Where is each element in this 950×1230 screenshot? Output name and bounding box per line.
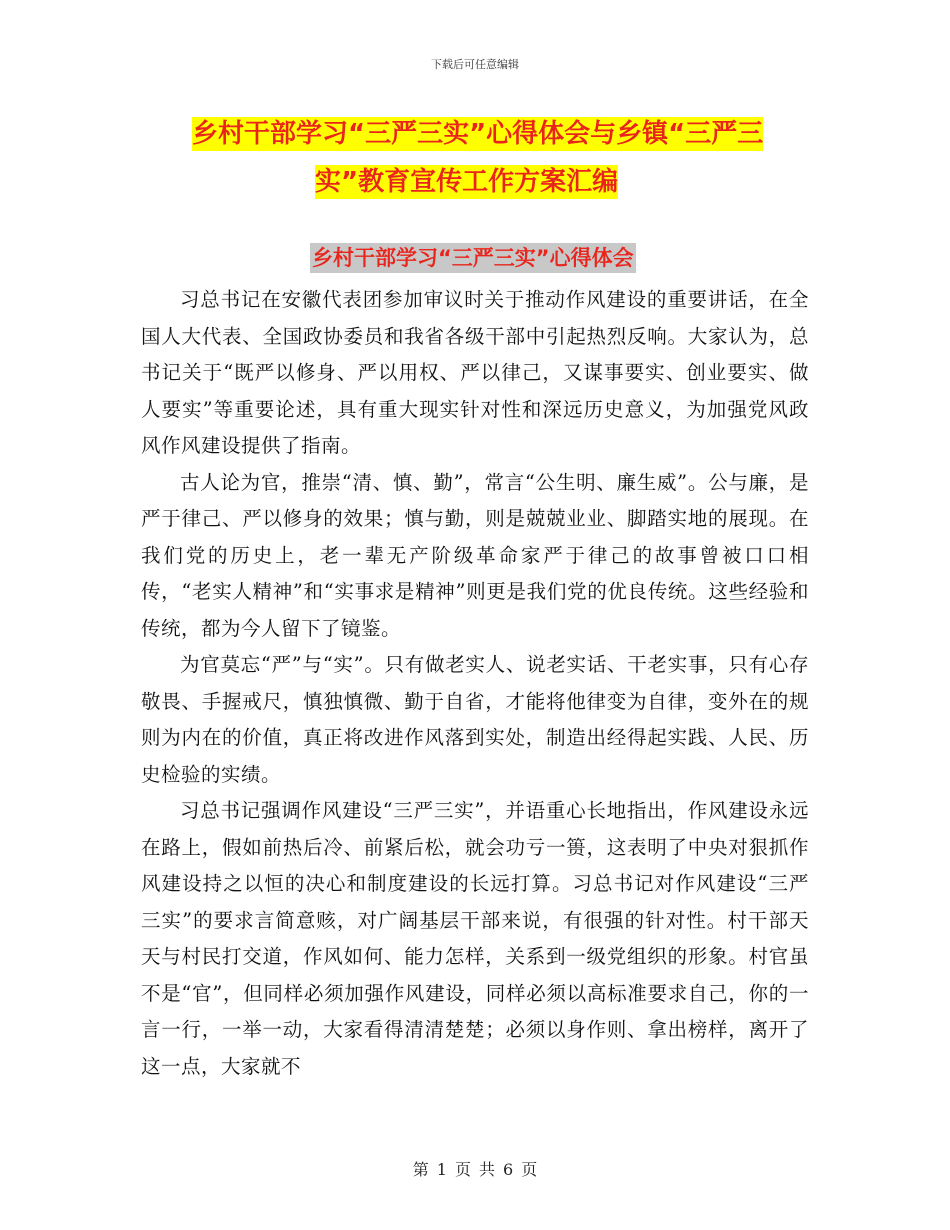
- paragraph: 为官莫忘“严”与“实”。只有做老实人、说老实话、干老实事，只有心存敬畏、手握戒尺，慎独慎微、勤于自省，才能将他律变为自律，变外在的规则为内在的价值，真正将改进作风落到实处，制造出经得起实践、人民、历史检验的实绩。: [141, 653, 809, 786]
- page-unit: 页: [454, 1160, 471, 1179]
- page-label: 第: [412, 1160, 429, 1179]
- page-number: 1: [436, 1160, 447, 1179]
- section-title: 乡村干部学习“三严三实”心得体会: [310, 243, 636, 273]
- document-body: [141, 282, 809, 1085]
- paragraph: 习总书记在安徽代表团参加审议时关于推动作风建设的重要讲话，在全国人大代表、全国政协委员和我省各级干部中引起热烈反响。大家认为，总书记关于“既严以修身、严以用权、严以律己，又谋事要实、创业要实、做人要实”等重要论述，具有重大现实针对性和深远历史意义，为加强党风政风作风建设提供了指南。: [141, 288, 809, 457]
- title-line-2: 实”教育宣传工作方案汇编: [315, 167, 619, 197]
- paragraph: 古人论为官，推崇“清、慎、勤”，常言“公生明、廉生威”。公与廉，是严于律己、严以修身的效果；慎与勤，则是兢兢业业、脚踏实地的展现。在我们党的历史上，老一辈无产阶级革命家严于律己的故事曾被口口相传，“老实人精神”和“实事求是精神”则更是我们党的优良传统。这些经验和传统，都为今人留下了镜鉴。: [141, 470, 809, 640]
- document-title: [140, 110, 820, 206]
- page-total: 6: [503, 1160, 514, 1179]
- total-unit: 页: [521, 1160, 538, 1179]
- page-footer: [0, 1157, 950, 1180]
- title-line-1: 乡村干部学习“三严三实”心得体会与乡镇“三严三: [192, 119, 764, 149]
- total-label: 共: [479, 1160, 496, 1179]
- header-note: 下载后可任意编辑: [431, 58, 519, 71]
- paragraph: 习总书记强调作风建设“三严三实”，并语重心长地指出，作风建设永远在路上，假如前热后冷、前紧后松，就会功亏一篑，这表明了中央对狠抓作风建设持之以恒的决心和制度建设的长远打算。习总书记对作风建设“三严三实”的要求言简意赅，对广阔基层干部来说，有很强的针对性。村干部天天与村民打交道，作风如何、能力怎样，关系到一级党组织的形象。村官虽不是“官”，但同样必须加强作风建设，同样必须以高标准要求自己，你的一言一行，一举一动，大家看得清清楚楚；必须以身作则、拿出榜样，离开了这一点，大家就不: [141, 799, 809, 1078]
